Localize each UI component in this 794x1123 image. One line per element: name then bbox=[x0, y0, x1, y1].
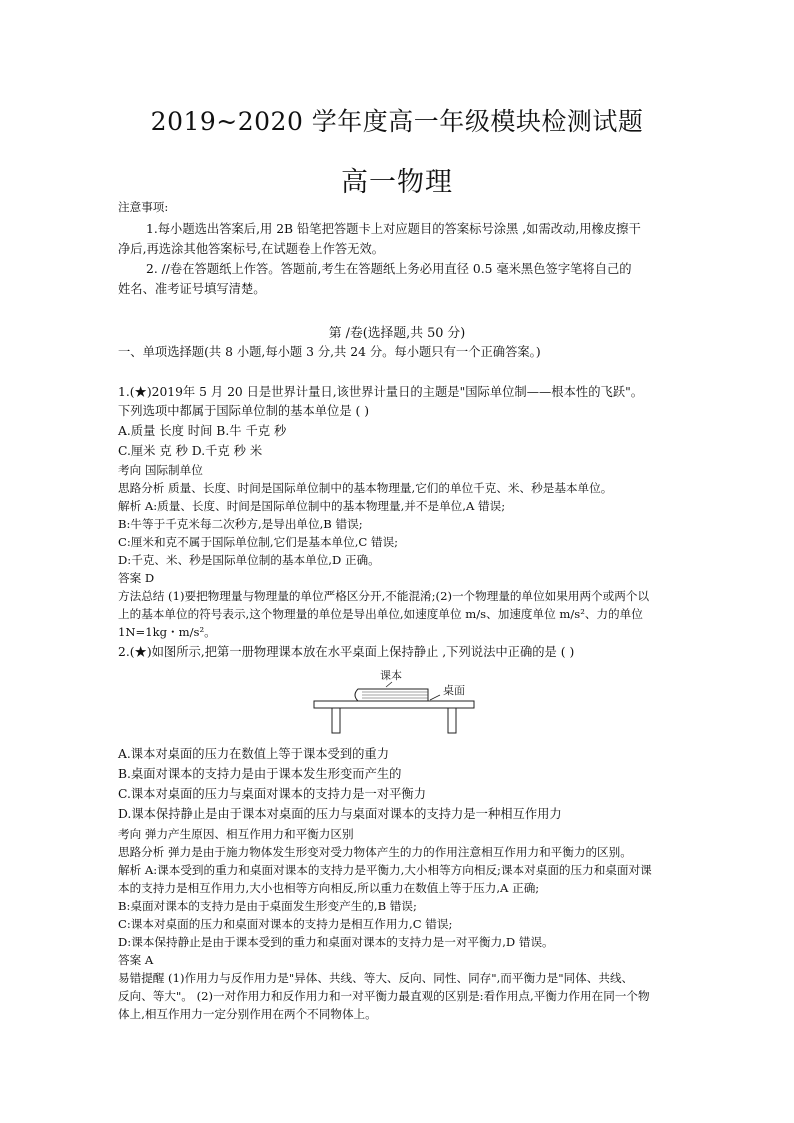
q1-stem: 1.(★)2019年 5 月 20 日是世界计量日,该世界计量日的主题是"国际单位制——根本性的飞跃"。 bbox=[118, 385, 644, 399]
q2-tip-1: 易错提醒 (1)作用力与反作用力是"异体、共线、等大、反向、同性、同存",而平衡力是"同体、共线、 bbox=[118, 971, 634, 985]
q1-stem-cont: 下列选项中都属于国际单位制的基本单位是 ( ) bbox=[118, 404, 370, 418]
q1-jiexi-c: C:厘米和克不属于国际单位制,它们是基本单位,C 错误; bbox=[118, 535, 399, 549]
section-instructions: 一、单项选择题(共 8 小题,每小题 3 分,共 24 分。每小题只有一个正确答案。) bbox=[118, 345, 541, 359]
q1-silu: 思路分析 质量、长度、时间是国际单位制中的基本物理量,它们的单位千克、米、秒是基本单位。 bbox=[118, 481, 613, 495]
q2-option-c: C.课本对桌面的压力与桌面对课本的支持力是一对平衡力 bbox=[118, 787, 427, 801]
notice-item-1: 1.每小题选出答案后,用 2B 铅笔把答题卡上对应题目的答案标号涂黑 ,如需改动,用橡皮擦干 bbox=[146, 222, 641, 236]
q1-options-cd: C.厘米 克 秒 D.千克 秒 米 bbox=[118, 444, 263, 458]
notice-heading: 注意事项: bbox=[118, 200, 169, 214]
q2-jiexi-b: B:桌面对课本的支持力是由于桌面发生形变产生的,B 错误; bbox=[118, 899, 417, 913]
subject-title: 高一物理 bbox=[341, 167, 453, 198]
q2-option-d: D.课本保持静止是由于课本对桌面的压力与桌面对课本的支持力是一种相互作用力 bbox=[118, 807, 562, 821]
q2-tip-2: 反向、等大"。 (2)一对作用力和反作用力和一对平衡力最直观的区别是:看作用点,平衡力作用在同一个物 bbox=[118, 989, 650, 1003]
q2-kaoxiang: 考向 弹力产生原因、相互作用力和平衡力区别 bbox=[118, 827, 354, 841]
desk-label-leader bbox=[430, 695, 440, 700]
desk-leg-left bbox=[332, 708, 340, 733]
q1-method-3: 1N=1kg・m/s²。 bbox=[118, 625, 216, 639]
q2-answer: 答案 A bbox=[118, 953, 154, 967]
figure-desk-label: 桌面 bbox=[443, 684, 465, 697]
q2-jiexi-d: D:课本保持静止是由于课本受到的重力和桌面对课本的支持力是一对平衡力,D 错误。 bbox=[118, 935, 554, 949]
q2-option-b: B.桌面对课本的支持力是由于课本发生形变而产生的 bbox=[118, 767, 402, 781]
q2-jiexi-c: C:课本对桌面的压力和桌面对课本的支持力是相互作用力,C 错误; bbox=[118, 917, 453, 931]
figure-book-label: 课本 bbox=[380, 669, 402, 682]
q1-answer: 答案 D bbox=[118, 571, 155, 585]
page-title: 2019~2020 学年度高一年级模块检测试题 bbox=[150, 107, 644, 136]
q1-method-2: 上的基本单位的符号表示,这个物理量的单位是导出单位,如速度单位 m/s、加速度单位 m/s²、力的单位 bbox=[118, 607, 643, 621]
notice-item-2-cont: 姓名、准考证号填写清楚。 bbox=[118, 282, 266, 296]
q1-jiexi-b: B:牛等于千克米每二次秒方,是导出单位,B 错误; bbox=[118, 517, 363, 531]
desk-leg-right bbox=[448, 708, 456, 733]
q2-tip-3: 体上,相互作用力一定分别作用在两个不同物体上。 bbox=[118, 1007, 377, 1021]
q1-method-1: 方法总结 (1)要把物理量与物理量的单位严格区分开,不能混淆;(2)一个物理量的单位如果用两个或两个以 bbox=[118, 589, 650, 603]
notice-item-1-cont: 净后,再选涂其他答案标号,在试题卷上作答无效。 bbox=[118, 242, 385, 256]
q2-option-a: A.课本对桌面的压力在数值上等于课本受到的重力 bbox=[118, 747, 390, 761]
book-on-desk-figure bbox=[310, 667, 480, 737]
q1-jiexi-d: D:千克、米、秒是国际单位制的基本单位,D 正确。 bbox=[118, 553, 380, 567]
q1-jiexi-a: 解析 A:质量、长度、时间是国际单位制中的基本物理量,并不是单位,A 错误; bbox=[118, 499, 506, 513]
q1-options-ab: A.质量 长度 时间 B.牛 千克 秒 bbox=[118, 424, 287, 438]
q2-silu: 思路分析 弹力是由于施力物体发生形变对受力物体产生的力的作用注意相互作用力和平衡力的区别。 bbox=[118, 845, 632, 859]
q2-stem: 2.(★)如图所示,把第一册物理课本放在水平桌面上保持静止 ,下列说法中正确的是 ( ) bbox=[118, 645, 575, 659]
q1-kaoxiang: 考向 国际制单位 bbox=[118, 463, 203, 477]
book-label-leader bbox=[386, 682, 392, 687]
notice-item-2: 2. //卷在答题纸上作答。答题前,考生在答题纸上务必用直径 0.5 毫米黑色签字笔将自己的 bbox=[146, 262, 632, 276]
section-title: 第 /卷(选择题,共 50 分) bbox=[328, 326, 466, 341]
q2-jiexi-a-cont: 本的支持力是相互作用力,大小也相等方向相反,所以重力在数值上等于压力,A 正确; bbox=[118, 881, 540, 895]
q2-jiexi-a: 解析 A:课本受到的重力和桌面对课本的支持力是平衡力,大小相等方向相反;课本对桌面的压力和桌面对课 bbox=[118, 863, 652, 877]
desk-top bbox=[314, 701, 474, 708]
